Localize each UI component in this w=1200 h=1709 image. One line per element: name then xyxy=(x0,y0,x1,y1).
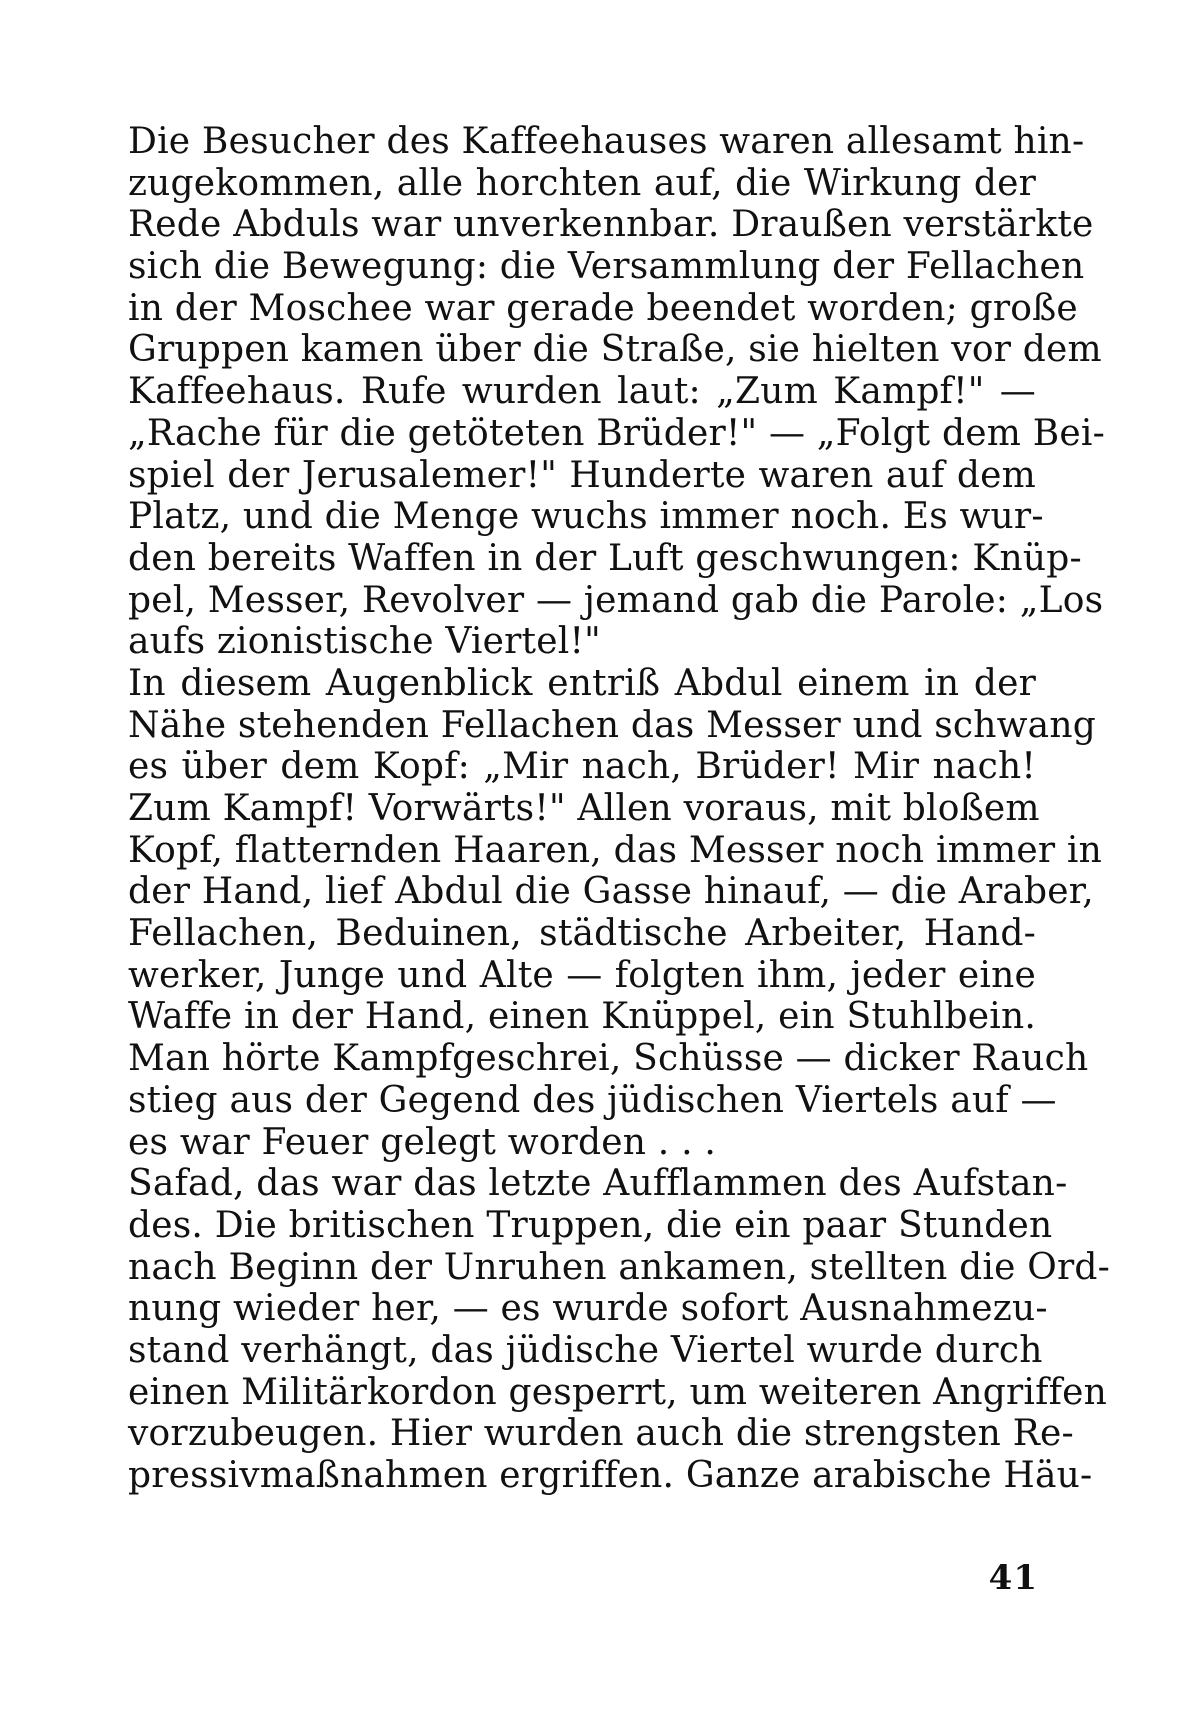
text-line: vorzubeugen. Hier wurden auch die strengsten Re- xyxy=(128,1413,1074,1455)
text-line: Kopf, flatternden Haaren, das Messer noch immer in xyxy=(128,829,1102,871)
text-line: pressivmaßnahmen ergriffen. Ganze arabische Häu- xyxy=(128,1455,1093,1496)
text-line: werker, Junge und Alte — folgten ihm, jeder eine xyxy=(128,954,1036,996)
body-text xyxy=(128,121,1110,1497)
text-line: Waffe in der Hand, einen Knüppel, ein Stuhlbein. xyxy=(128,996,1036,1038)
text-line: Man hörte Kampfgeschrei, Schüsse — dicker Rauch xyxy=(128,1038,1089,1080)
text-line: des. Die britischen Truppen, die ein paar Stunden xyxy=(128,1204,1053,1246)
text-line: Platz, und die Menge wuchs immer noch. Es wur- xyxy=(128,496,1044,538)
text-line: Die Besucher des Kaffeehauses waren allesamt hin- xyxy=(128,121,1085,162)
text-line: einen Militärkordon gesperrt, um weiteren Angriffen xyxy=(128,1371,1108,1413)
text-line: der Hand, lief Abdul die Gasse hinauf, — die Araber, xyxy=(128,871,1094,913)
text-line: Safad, das war das letzte Aufflammen des Aufstan- xyxy=(128,1163,1068,1205)
page-number: 41 xyxy=(988,1558,1038,1598)
text-line: pel, Messer, Revolver — jemand gab die Parole: „Los xyxy=(128,579,1104,621)
text-line: Rede Abduls war unverkennbar. Draußen verstärkte xyxy=(128,204,1094,246)
text-line: nach Beginn der Unruhen ankamen, stellten die Ord- xyxy=(128,1246,1110,1288)
text-line: „Rache für die getöteten Brüder!" — „Folgt dem Bei- xyxy=(128,412,1105,454)
text-line: stieg aus der Gegend des jüdischen Viertels auf — xyxy=(128,1079,1057,1121)
text-line: Zum Kampf! Vorwärts!" Allen voraus, mit bloßem xyxy=(128,788,1040,829)
text-line: stand verhängt, das jüdische Viertel wurde durch xyxy=(128,1329,1043,1371)
text-line: sich die Bewegung: die Versammlung der Fellachen xyxy=(128,246,1085,288)
text-line: nung wieder her, — es wurde sofort Ausnahmezu- xyxy=(128,1288,1048,1330)
text-line: in der Moschee war gerade beendet worden; große xyxy=(128,287,1078,329)
text-line: spiel der Jerusalemer!" Hunderte waren auf dem xyxy=(128,454,1036,496)
text-line: Kaffeehaus. Rufe wurden laut: „Zum Kampf!" — xyxy=(128,371,1036,413)
text-line: den bereits Waffen in der Luft geschwungen: Knüp- xyxy=(128,537,1082,579)
text-line: aufs zionistische Viertel!" xyxy=(128,621,601,663)
text-line: zugekommen, alle horchten auf, die Wirkung der xyxy=(128,162,1036,204)
text-line: Nähe stehenden Fellachen das Messer und schwang xyxy=(128,704,1096,746)
text-line: Gruppen kamen über die Straße, sie hielten vor dem xyxy=(128,329,1102,371)
text-line: es über dem Kopf: „Mir nach, Brüder! Mir nach! xyxy=(128,746,1036,788)
text-line: es war Feuer gelegt worden . . . xyxy=(128,1121,717,1163)
text-line: In diesem Augenblick entriß Abdul einem in der xyxy=(128,662,1036,704)
text-line: Fellachen, Beduinen, städtische Arbeiter, Hand- xyxy=(128,913,1036,955)
